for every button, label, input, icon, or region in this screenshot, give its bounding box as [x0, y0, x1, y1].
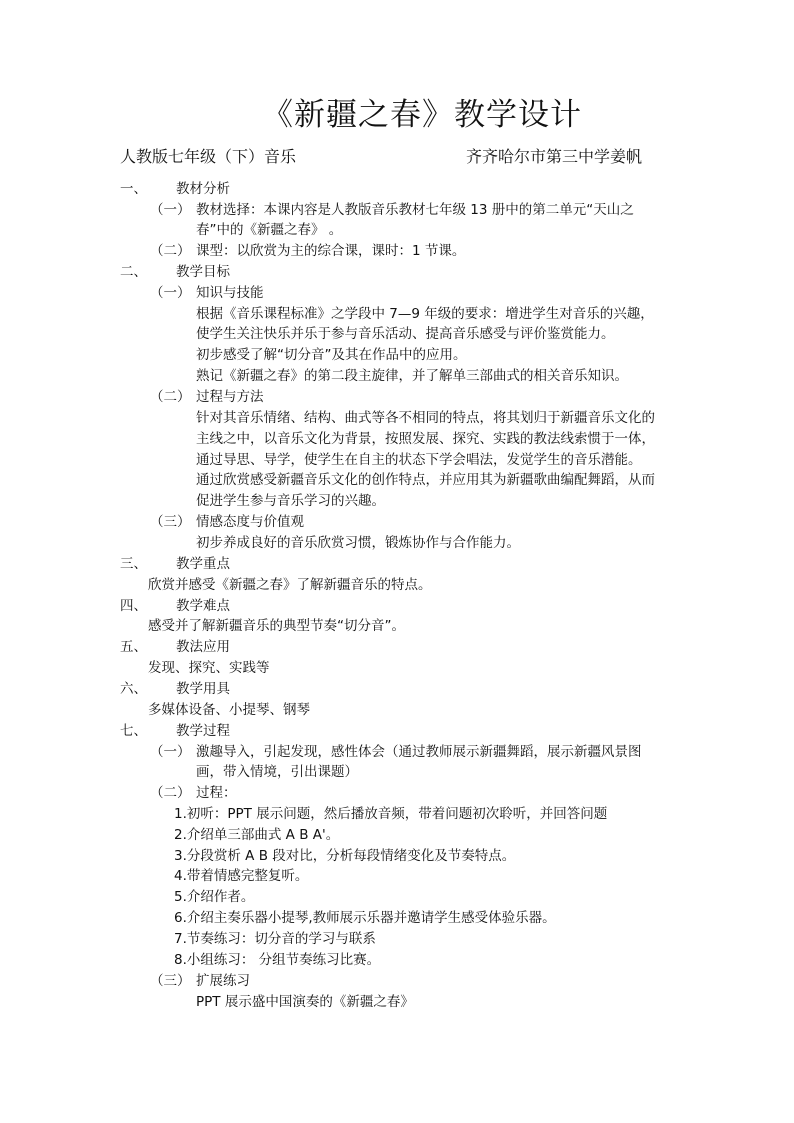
section-7-item-2-number: （二）	[150, 785, 191, 801]
section-4-text: 感受并了解新疆音乐的典型节奏“切分音”。	[148, 618, 405, 634]
section-7-item-3-number: （三）	[150, 973, 191, 989]
section-7-item-1-number: （一）	[150, 744, 191, 760]
section-2-number: 二、	[120, 264, 147, 280]
section-2-item-1-heading: 知识与技能	[196, 285, 264, 301]
section-2-item-3-heading: 情感态度与价值观	[196, 514, 304, 530]
process-step-8: 8.小组练习： 分组节奏练习比赛。	[174, 952, 381, 968]
section-2-item-2-line-3: 通过导思、导学，使学生在自主的状态下学会唱法，发觉学生的音乐潜能。	[196, 452, 642, 468]
section-4-number: 四、	[120, 598, 147, 614]
section-1-item-1-number: （一）	[150, 202, 191, 218]
section-2-item-1-number: （一）	[150, 285, 191, 301]
section-5-number: 五、	[120, 639, 147, 655]
section-1-heading: 教材分析	[176, 181, 230, 197]
section-6-heading: 教学用具	[176, 681, 230, 697]
process-step-1: 1.初听：PPT 展示问题，然后播放音频，带着问题初次聆听，并回答问题	[174, 806, 608, 822]
process-step-6: 6.介绍主奏乐器小提琴,教师展示乐器并邀请学生感受体验乐器。	[174, 910, 556, 926]
section-7-item-2-heading: 过程：	[196, 785, 237, 801]
section-7-number: 七、	[120, 723, 147, 739]
section-6-number: 六、	[120, 681, 147, 697]
section-2-item-1-line-2: 使学生关注快乐并乐于参与音乐活动、提高音乐感受与评价鉴赏能力。	[196, 326, 615, 342]
section-6-text: 多媒体设备、小提琴、钢琴	[148, 702, 310, 718]
section-1-item-2-number: （二）	[150, 243, 191, 259]
section-1-item-1-text-cont: 春”中的《新疆之春》 。	[196, 222, 343, 238]
section-7-item-3-heading: 扩展练习	[196, 973, 250, 989]
section-2-item-1-line-1: 根据《音乐课程标准》之学段中 7—9 年级的要求：增进学生对音乐的兴趣，	[196, 306, 654, 322]
section-7-item-1-text: 激趣导入，引起发现，感性体会（通过教师展示新疆舞蹈，展示新疆风景图	[196, 744, 642, 760]
section-2-item-1-line-4: 熟记《新疆之春》的第二段主旋律，并了解单三部曲式的相关音乐知识。	[196, 368, 628, 384]
section-7-heading: 教学过程	[176, 723, 230, 739]
section-3-heading: 教学重点	[176, 556, 230, 572]
section-2-item-3-number: （三）	[150, 514, 191, 530]
section-1-item-1-text: 教材选择：本课内容是人教版音乐教材七年级 13 册中的第二单元“天山之	[196, 202, 634, 218]
section-2-item-1-line-3: 初步感受了解“切分音”及其在作品中的应用。	[196, 347, 467, 363]
section-2-item-2-heading: 过程与方法	[196, 389, 264, 405]
section-2-item-3-line-1: 初步养成良好的音乐欣赏习惯，锻炼协作与合作能力。	[196, 535, 520, 551]
section-7-item-3-line-1: PPT 展示盛中国演奏的《新疆之春》	[196, 994, 414, 1010]
section-2-item-2-number: （二）	[150, 389, 191, 405]
process-step-5: 5.介绍作者。	[174, 889, 255, 905]
section-7-item-1-text-cont: 画，带入情境，引出课题）	[196, 764, 358, 780]
section-2-item-2-line-1: 针对其音乐情绪、结构、曲式等各不相同的特点，将其划归于新疆音乐文化的	[196, 410, 655, 426]
subtitle-author: 齐齐哈尔市第三中学姜帆	[466, 147, 643, 166]
section-1-item-2-text: 课型：以欣赏为主的综合课，课时：1 节课。	[196, 243, 466, 259]
subtitle-course: 人教版七年级（下）音乐	[120, 147, 297, 166]
process-step-4: 4.带着情感完整复听。	[174, 868, 309, 884]
section-3-text: 欣赏并感受《新疆之春》了解新疆音乐的特点。	[148, 577, 432, 593]
process-step-2: 2.介绍单三部曲式 A B A'。	[174, 827, 340, 843]
section-2-item-2-line-4: 通过欣赏感受新疆音乐文化的创作特点，并应用其为新疆歌曲编配舞蹈，从而	[196, 472, 655, 488]
section-5-text: 发现、探究、实践等	[148, 660, 270, 676]
process-step-3: 3.分段赏析 A B 段对比，分析每段情绪变化及节奏特点。	[174, 848, 516, 864]
section-2-item-2-line-5: 促进学生参与音乐学习的兴趣。	[196, 493, 385, 509]
section-2-heading: 教学目标	[176, 264, 230, 280]
section-4-heading: 教学难点	[176, 598, 230, 614]
process-step-7: 7.节奏练习：切分音的学习与联系	[174, 931, 376, 947]
section-1-number: 一、	[120, 181, 147, 197]
page-title: 《新疆之春》教学设计	[262, 97, 582, 133]
section-2-item-2-line-2: 主线之中，以音乐文化为背景，按照发展、探究、实践的教法线索惯于一体，	[196, 431, 655, 447]
section-3-number: 三、	[120, 556, 147, 572]
section-5-heading: 教法应用	[176, 639, 230, 655]
